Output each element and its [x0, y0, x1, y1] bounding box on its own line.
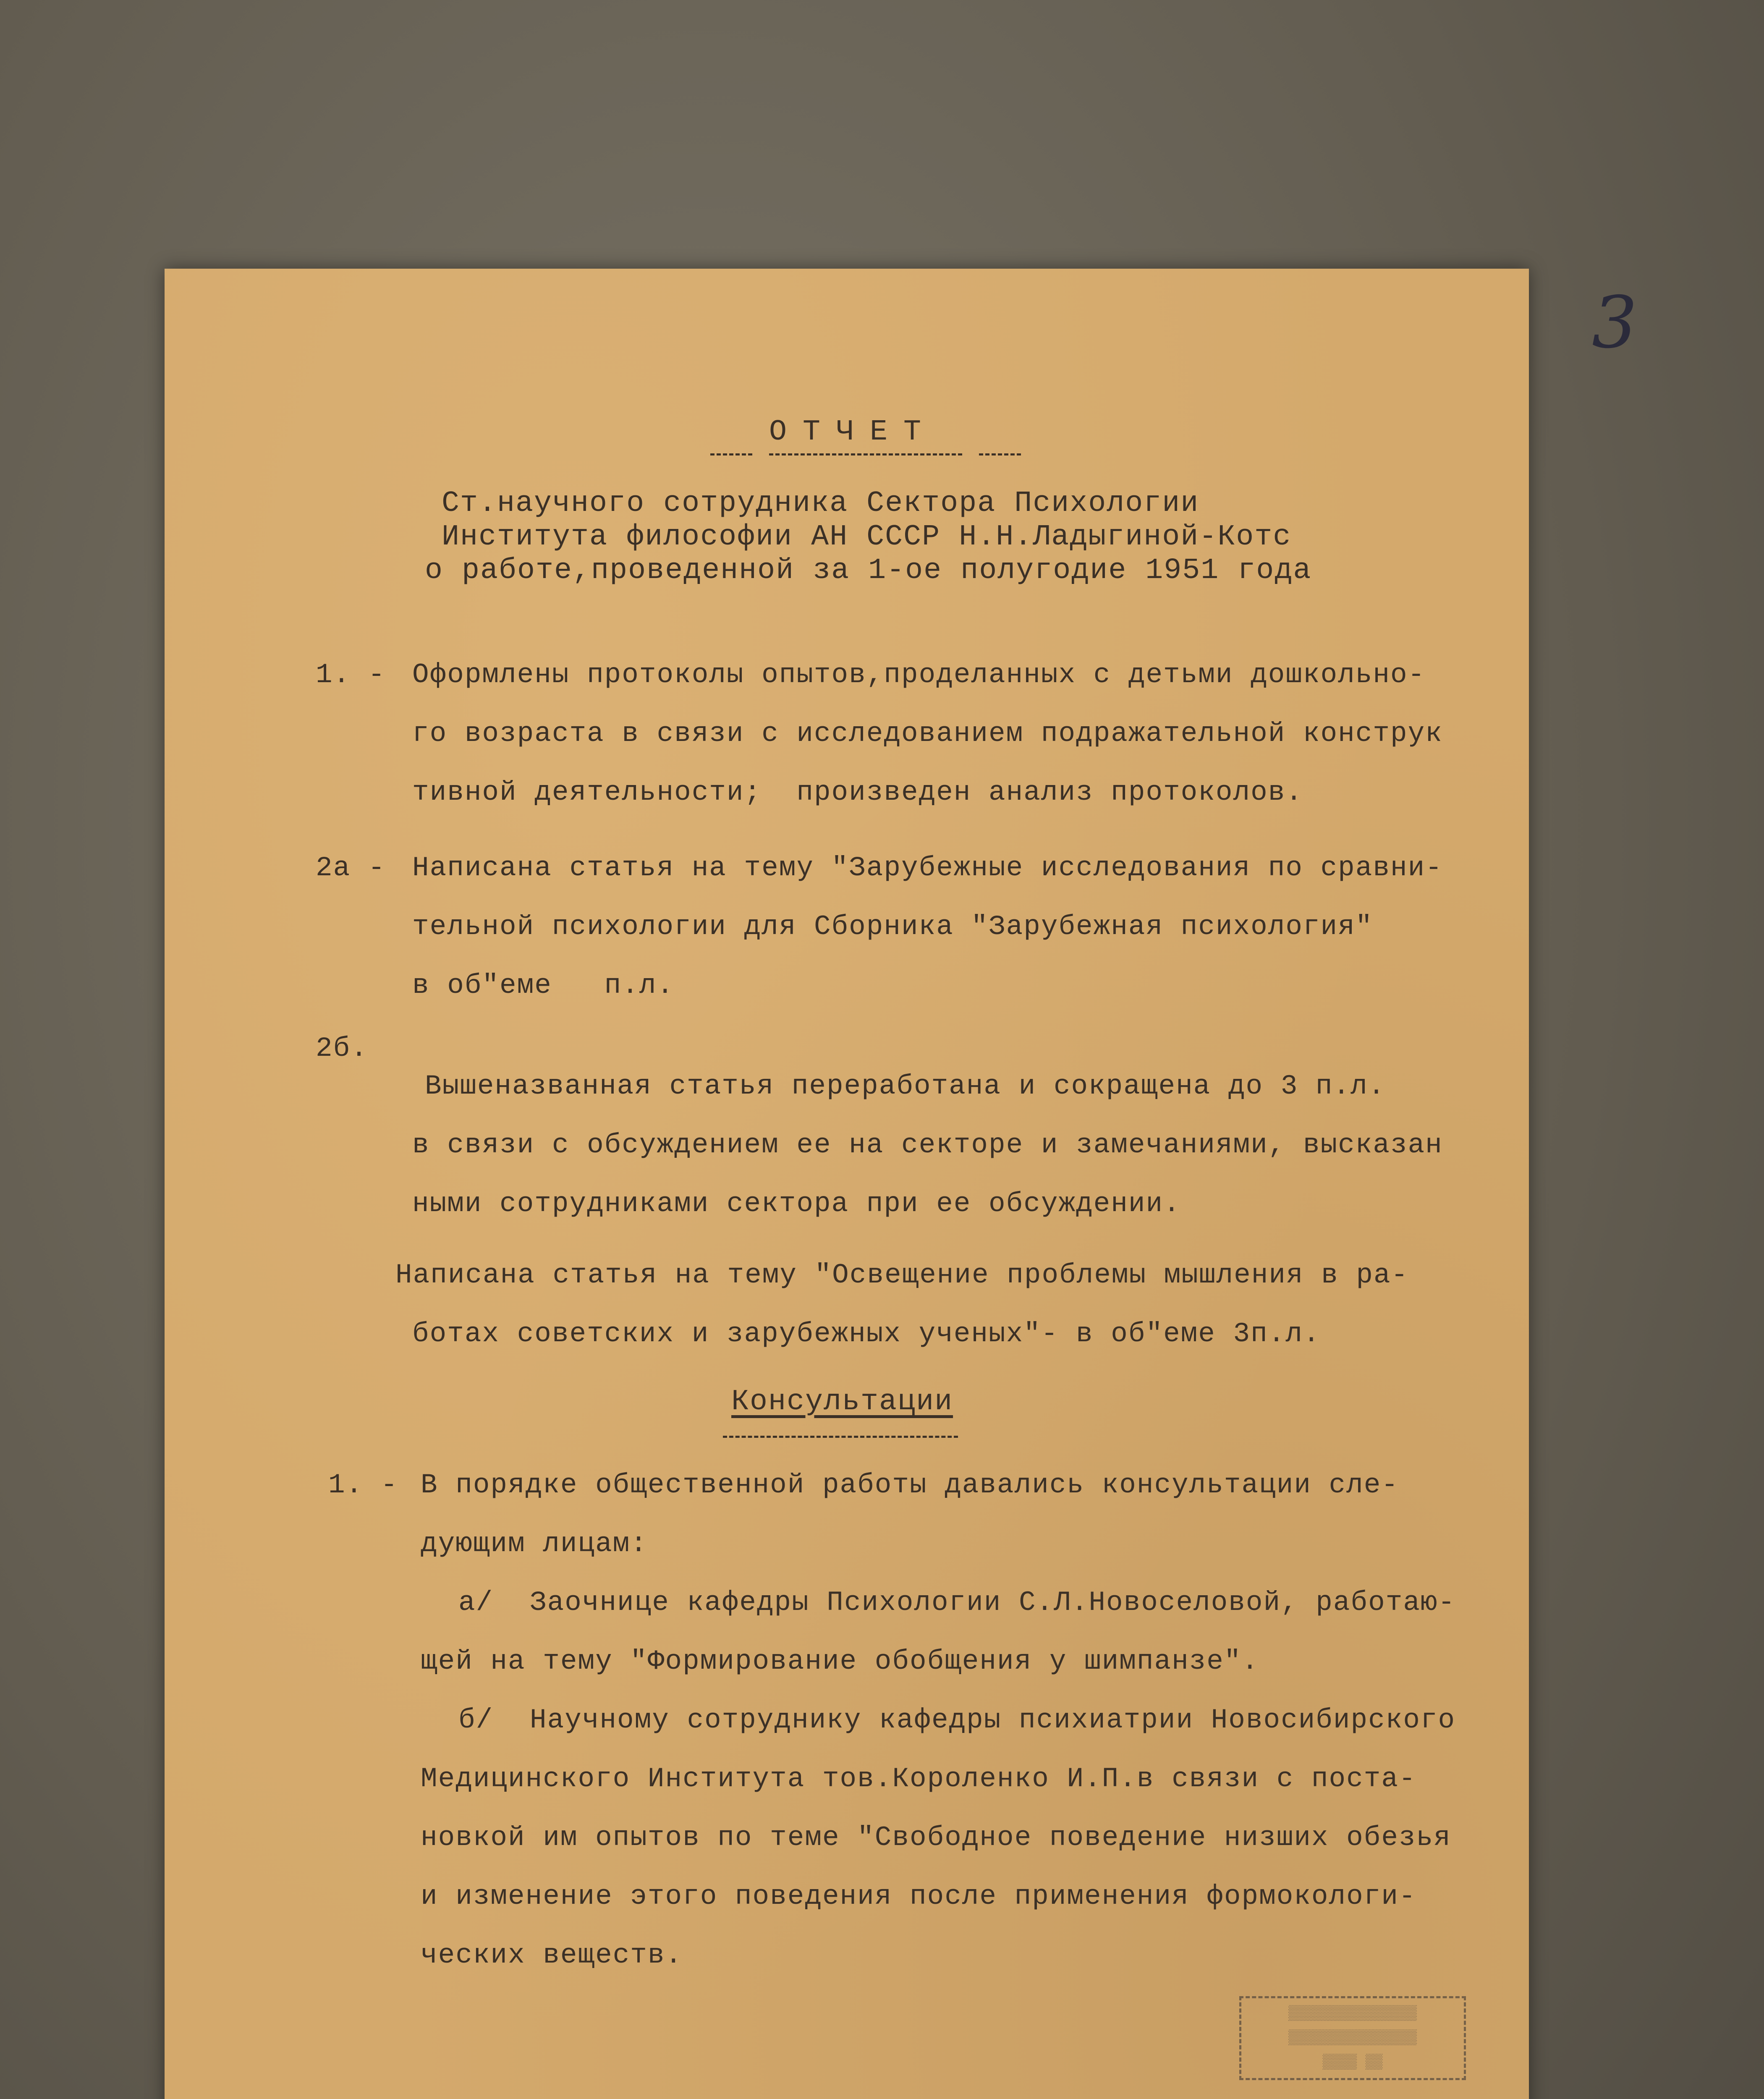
consult-sub-b-line-2: Медицинского Института тов.Короленко И.П.в связи с поста-: [421, 1763, 1416, 1795]
paragraph-line-1: Написана статья на тему "Освещение проблемы мышления в ра-: [395, 1259, 1409, 1291]
document-page: [165, 269, 1638, 2099]
page-number: 3: [1592, 281, 1638, 364]
item-2a-line-1: Написана статья на тему "Зарубежные исследования по сравни-: [412, 852, 1443, 884]
consult-item-line-1: В порядке общественной работы давались консультации сле-: [421, 1469, 1399, 1501]
document-title: ОТЧЕТ: [769, 416, 937, 449]
item-2a-marker: 2а -: [316, 852, 386, 884]
paragraph-line-2: ботах советских и зарубежных ученых"- в об"еме 3п.л.: [412, 1318, 1321, 1350]
item-2a-line-3: в об"еме п.л.: [412, 970, 675, 1001]
consult-item-line-2: дующим лицам:: [421, 1528, 648, 1560]
consult-sub-b-line-4: и изменение этого поведения после применения формокологи-: [421, 1881, 1416, 1912]
item-1-line-1: Оформлены протоколы опытов,проделанных с детьми дошкольно-: [412, 659, 1426, 691]
title-underline: [769, 453, 962, 455]
item-2b-line-1: Вышеназванная статья переработана и сокращена до 3 п.л.: [425, 1070, 1386, 1102]
item-1-line-3: тивной деятельности; произведен анализ протоколов.: [412, 777, 1303, 808]
header-line-1: Ст.научного сотрудника Сектора Психологии: [442, 487, 1199, 520]
item-1-line-2: го возраста в связи с исследованием подражательной конструк: [412, 718, 1443, 749]
consult-sub-a-line-1: Заочнице кафедры Психологии С.Л.Новоселовой, работаю-: [530, 1587, 1456, 1618]
consult-item-marker: 1. -: [328, 1469, 398, 1501]
item-2b-marker: 2б.: [316, 1033, 368, 1064]
consult-sub-b-line-1: Научному сотруднику кафедры психиатрии Новосибирского: [530, 1704, 1456, 1736]
consult-sub-b-line-5: ческих веществ.: [421, 1939, 683, 1971]
consult-sub-a-line-2: щей на тему "Формирование обобщения у шимпанзе".: [421, 1646, 1259, 1677]
consult-sub-a-marker: а/: [458, 1587, 494, 1618]
item-1-marker: 1. -: [316, 659, 386, 691]
item-2a-line-2: тельной психологии для Сборника "Зарубежная психология": [412, 911, 1373, 942]
item-2b-line-2: в связи с обсуждением ее на секторе и замечаниями, высказан: [412, 1129, 1443, 1161]
section-heading-dash-rule: [723, 1436, 958, 1438]
section-heading-consultations: Консультации: [731, 1385, 953, 1419]
title-dash-right: [979, 453, 1021, 455]
archive-stamp: ▒▒▒▒▒▒▒▒▒▒▒▒▒▒▒ ▒▒▒▒▒▒▒▒▒▒▒▒▒▒▒ ▒▒▒▒ ▒▒: [1239, 1996, 1466, 2080]
header-line-3: о работе,проведенной за 1-ое полугодие 1951 года: [425, 554, 1312, 587]
consult-sub-b-line-3: новкой им опытов по теме "Свободное поведение низших обезья: [421, 1822, 1451, 1853]
header-line-2: Института философии АН СССР Н.Н.Ладыгиной-Котс: [442, 521, 1292, 554]
item-2b-line-3: ными сотрудниками сектора при ее обсуждении.: [412, 1188, 1181, 1220]
title-dash-left: [710, 453, 752, 455]
consult-sub-b-marker: б/: [458, 1704, 494, 1736]
